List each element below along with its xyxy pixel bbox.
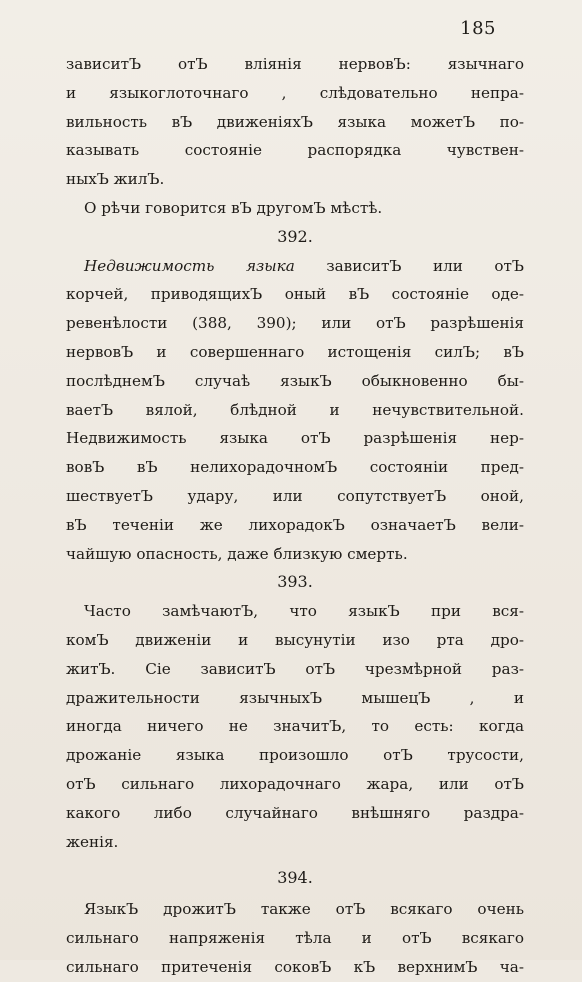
text-line: ныхЪ жилЪ. (66, 170, 165, 189)
text-line: шествуетЪ удару, или сопутствуетЪ оной, (66, 486, 524, 505)
text-line: О рѣчи говорится вЪ другомЪ мѣстѣ. (84, 198, 383, 217)
text-fragment: зависитЪ или отЪ (294, 256, 524, 275)
text-line: дрожанiе языка произошло отЪ трусости, (66, 746, 524, 765)
text-line: вильность вЪ движенiяхЪ языка можетЪ по- (66, 112, 524, 131)
text-line: комЪ движенiи и высунутiи изо рта дро- (66, 630, 524, 649)
text-line: казывать состоянiе распорядка чувствен- (66, 141, 524, 160)
text-line: вЪ теченiи же лихорадокЪ означаетЪ вели- (66, 515, 524, 534)
italic-lead-text: Недвижимость языка (84, 256, 295, 275)
text-line: ревенѣлости (388, 390); или отЪ разрѣшенiя (66, 314, 524, 333)
section-number-393: 393. (277, 572, 313, 592)
text-line: Часто замѣчаютЪ, что языкЪ при вся- (84, 602, 524, 621)
paragraph-392 (66, 252, 524, 569)
text-line: и языкоглоточнаго , слѣдовательно непра- (66, 83, 524, 102)
text-line: ЯзыкЪ дрожитЪ также отЪ всякаго очень (84, 900, 524, 919)
text-line: вовЪ вЪ нелихорадочномЪ состоянiи пред- (66, 458, 524, 477)
text-line: женiя. (66, 832, 119, 851)
paragraph-394 (66, 895, 524, 981)
page-body (66, 50, 524, 982)
text-line: чайшую опасность, даже близкую смерть. (66, 544, 408, 563)
text-line: послѣднемЪ случаѣ языкЪ обыкновенно бы- (66, 371, 524, 390)
text-line: корчей, приводящихЪ оный вЪ состоянiе оде- (66, 285, 524, 304)
section-number-394: 394. (277, 868, 313, 888)
text-line: зависитЪ отЪ влiянiя нервовЪ: язычнаго (66, 55, 524, 73)
text-line: сильнаго притеченiя соковЪ кЪ верхнимЪ ча- (66, 957, 524, 976)
text-line: иногда ничего не значитЪ, то есть: когда (66, 717, 524, 736)
text-line: дражительности язычныхЪ мышецЪ , и (66, 688, 524, 707)
section-number-392: 392. (277, 226, 313, 246)
text-line (66, 252, 524, 281)
text-line: Недвижимость языка отЪ разрѣшенiя нер- (66, 429, 524, 448)
text-line: житЪ. Сiе зависитЪ отЪ чрезмѣрной раз- (66, 659, 524, 678)
text-line: отЪ сильнаго лихорадочнаго жара, или отЪ (66, 774, 524, 793)
paragraph-391-tail (66, 50, 524, 223)
text-line: ваетЪ вялой, блѣдной и нечувствительной. (66, 400, 524, 419)
paragraph-393 (66, 597, 524, 856)
text-line: нервовЪ и совершеннаго истощенiя силЪ; вЪ (66, 342, 524, 361)
page-number: 185 (460, 18, 496, 39)
text-line: сильнаго напряженiя тѣла и отЪ всякаго (66, 928, 524, 947)
text-line: какого либо случайнаго внѣшняго раздра- (66, 803, 524, 822)
